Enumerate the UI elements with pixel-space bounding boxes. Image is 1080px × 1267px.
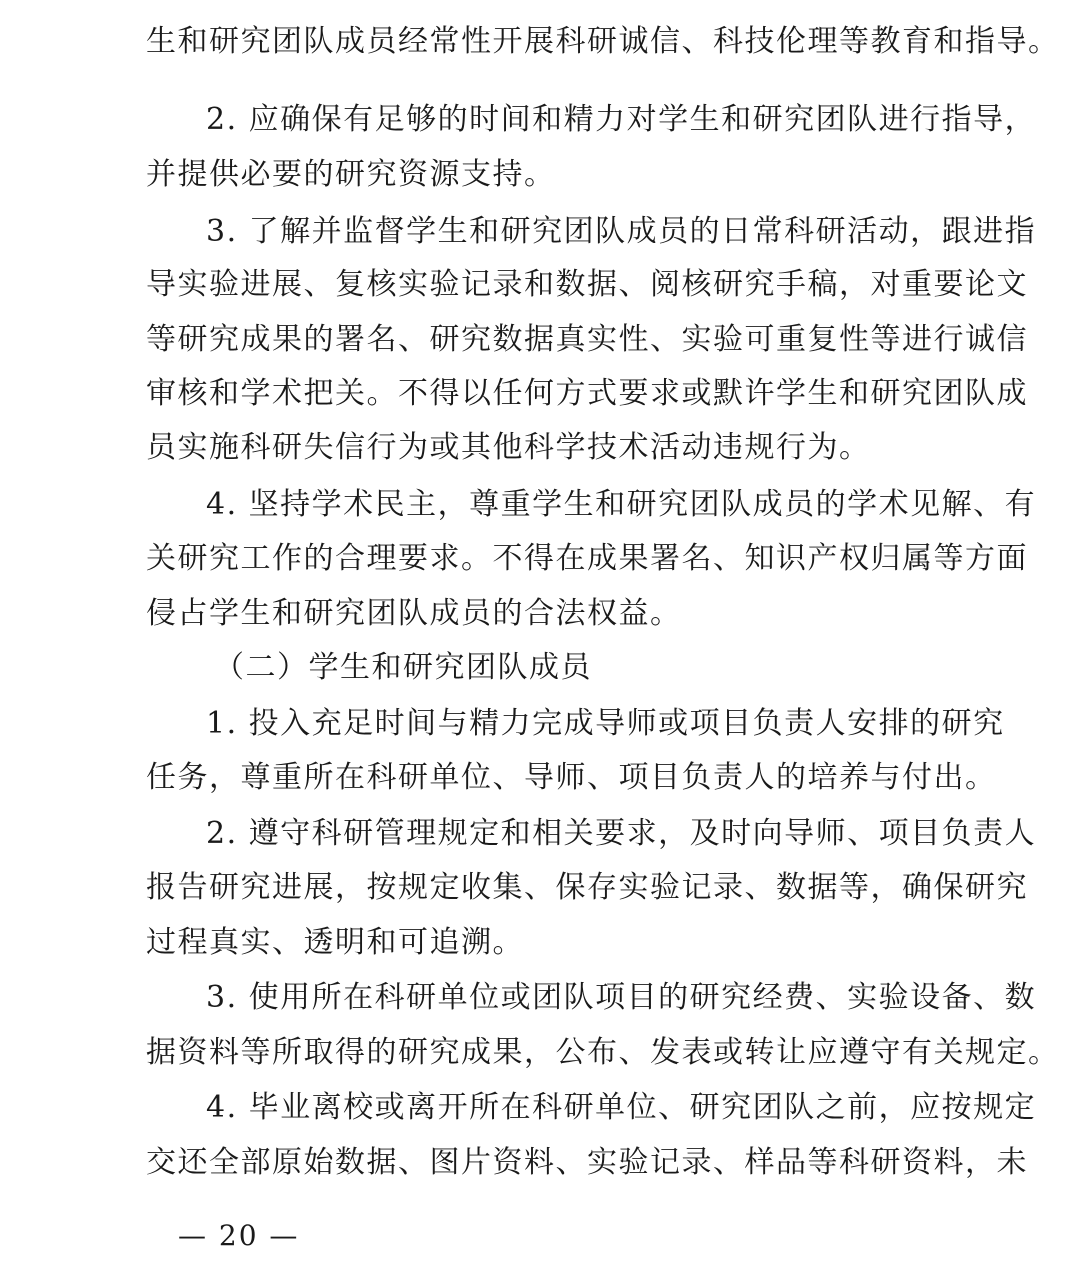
text-line: 报告研究进展，按规定收集、保存实验记录、数据等，确保研究 bbox=[146, 870, 1028, 905]
text-line: 过程真实、透明和可追溯。 bbox=[146, 925, 524, 960]
text-line: 1. 投入充足时间与精力完成导师或项目负责人安排的研究 bbox=[206, 706, 1005, 741]
section-heading: （二）学生和研究团队成员 bbox=[214, 650, 592, 685]
text-line: 任务，尊重所在科研单位、导师、项目负责人的培养与付出。 bbox=[146, 760, 997, 795]
text-line: 3. 使用所在科研单位或团队项目的研究经费、实验设备、数 bbox=[206, 980, 1037, 1015]
text-line: 关研究工作的合理要求。不得在成果署名、知识产权归属等方面 bbox=[146, 541, 1028, 576]
text-line: 员实施科研失信行为或其他科学技术活动违规行为。 bbox=[146, 430, 871, 465]
text-line: 2. 遵守科研管理规定和相关要求，及时向导师、项目负责人 bbox=[206, 816, 1037, 851]
text-line: 审核和学术把关。不得以任何方式要求或默许学生和研究团队成 bbox=[146, 376, 1028, 411]
text-line: 3. 了解并监督学生和研究团队成员的日常科研活动，跟进指 bbox=[206, 214, 1037, 249]
text-line: 等研究成果的署名、研究数据真实性、实验可重复性等进行诚信 bbox=[146, 322, 1028, 357]
text-line: 生和研究团队成员经常性开展科研诚信、科技伦理等教育和指导。 bbox=[146, 24, 1060, 59]
text-line: 并提供必要的研究资源支持。 bbox=[146, 157, 556, 192]
text-line: 2. 应确保有足够的时间和精力对学生和研究团队进行指导， bbox=[206, 102, 1037, 137]
text-line: 据资料等所取得的研究成果，公布、发表或转让应遵守有关规定。 bbox=[146, 1035, 1060, 1070]
text-line: 4. 毕业离校或离开所在科研单位、研究团队之前，应按规定 bbox=[206, 1090, 1037, 1125]
page-number: — 20 — bbox=[178, 1219, 300, 1252]
text-line: 4. 坚持学术民主，尊重学生和研究团队成员的学术见解、有 bbox=[206, 487, 1037, 522]
text-line: 侵占学生和研究团队成员的合法权益。 bbox=[146, 596, 682, 631]
text-line: 导实验进展、复核实验记录和数据、阅核研究手稿，对重要论文 bbox=[146, 267, 1028, 302]
text-line: 交还全部原始数据、图片资料、实验记录、样品等科研资料，未 bbox=[146, 1145, 1028, 1180]
